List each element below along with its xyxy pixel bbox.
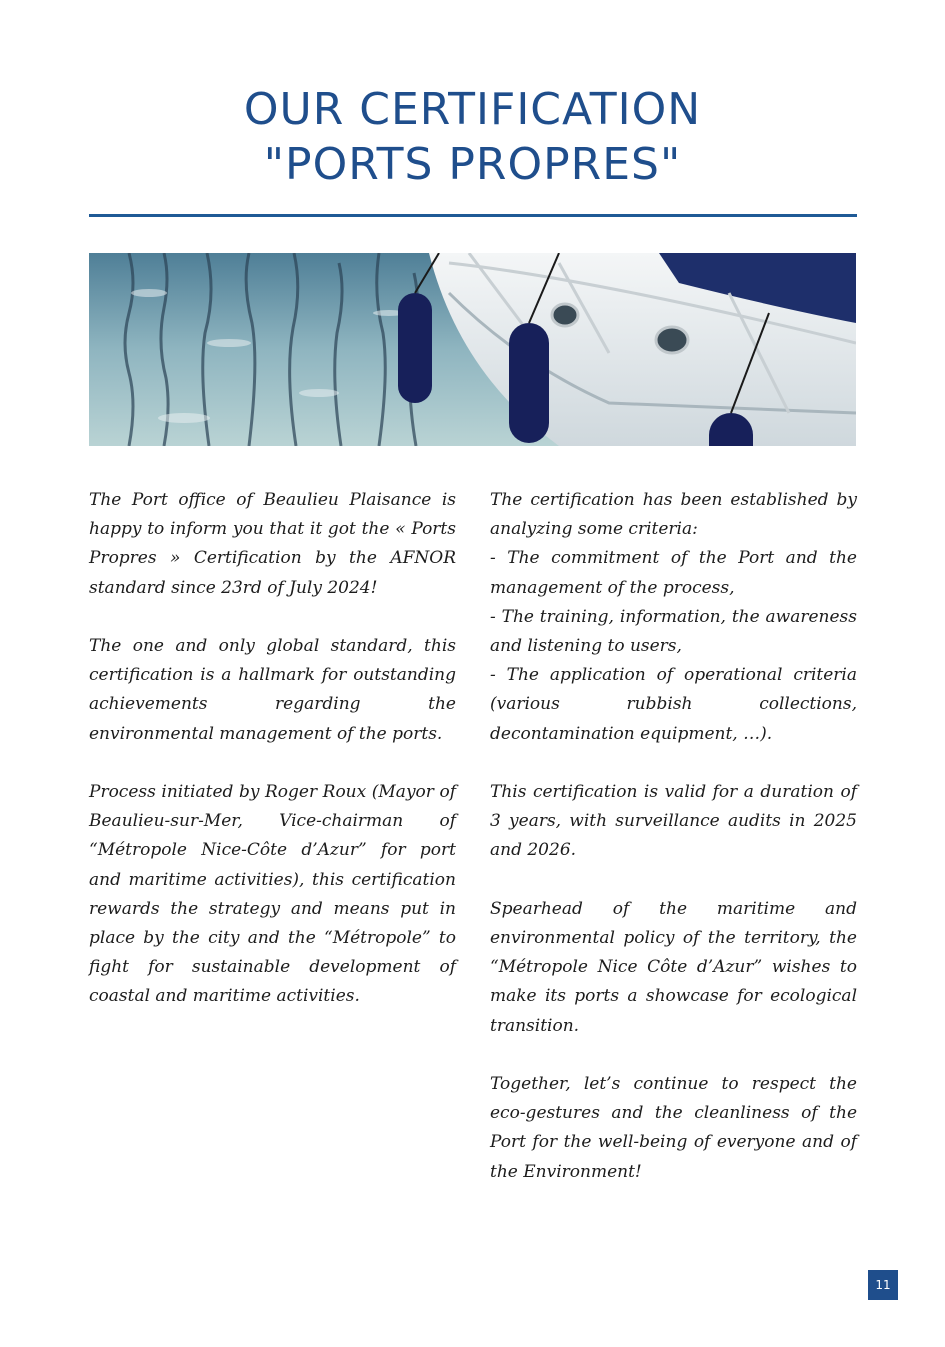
- criteria-item-1: - The commitment of the Port and the management of the process,: [490, 548, 857, 598]
- left-text-column: [89, 486, 456, 1041]
- right-paragraph-2: This certification is valid for a duration of 3 years, with surveillance audits in 2025 and 2026.: [490, 782, 857, 861]
- page-title-line-1: OUR CERTIFICATION: [243, 84, 702, 135]
- right-paragraph-3: Spearhead of the maritime and environmental policy of the territory, the “Métropole Nice Côte d’Azur” wishes to make its ports a showcase for ecological transition.: [490, 898, 857, 1036]
- boat-photo: [89, 253, 856, 446]
- criteria-paragraph: [490, 486, 857, 749]
- criteria-item-2: - The training, information, the awareness and listening to users,: [490, 606, 857, 657]
- left-paragraph-3: Process initiated by Roger Roux (Mayor of Beaulieu-sur-Mer, Vice-chairman of “Métropole Nice-Côte d’Azur” for port and maritime activities), this certification rewards the strategy and means put in place by the city and the “Métropole” to fight for sustainable development of coastal and maritime activities.: [89, 782, 456, 1007]
- criteria-item-3: - The application of operational criteria (various rubbish collections, decontamination equipment, …).: [490, 665, 857, 744]
- right-paragraph-4: Together, let’s continue to respect the eco-gestures and the cleanliness of the Port for the well-being of everyone and of the Environment!: [490, 1074, 857, 1182]
- page-number: 11: [868, 1270, 898, 1300]
- title-divider: [89, 214, 857, 217]
- page-title-line-2: "PORTS PROPRES": [263, 139, 682, 190]
- left-paragraph-1: The Port office of Beaulieu Plaisance is happy to inform you that it got the « Ports Propres » Certification by the AFNOR standard since 23rd of July 2024!: [89, 490, 456, 598]
- criteria-intro: The certification has been established by analyzing some criteria:: [490, 490, 857, 540]
- left-paragraph-2: The one and only global standard, this certification is a hallmark for outstanding achievements regarding the environmental management of the ports.: [89, 636, 456, 744]
- right-text-column: [490, 486, 857, 1216]
- page-title: [0, 82, 945, 192]
